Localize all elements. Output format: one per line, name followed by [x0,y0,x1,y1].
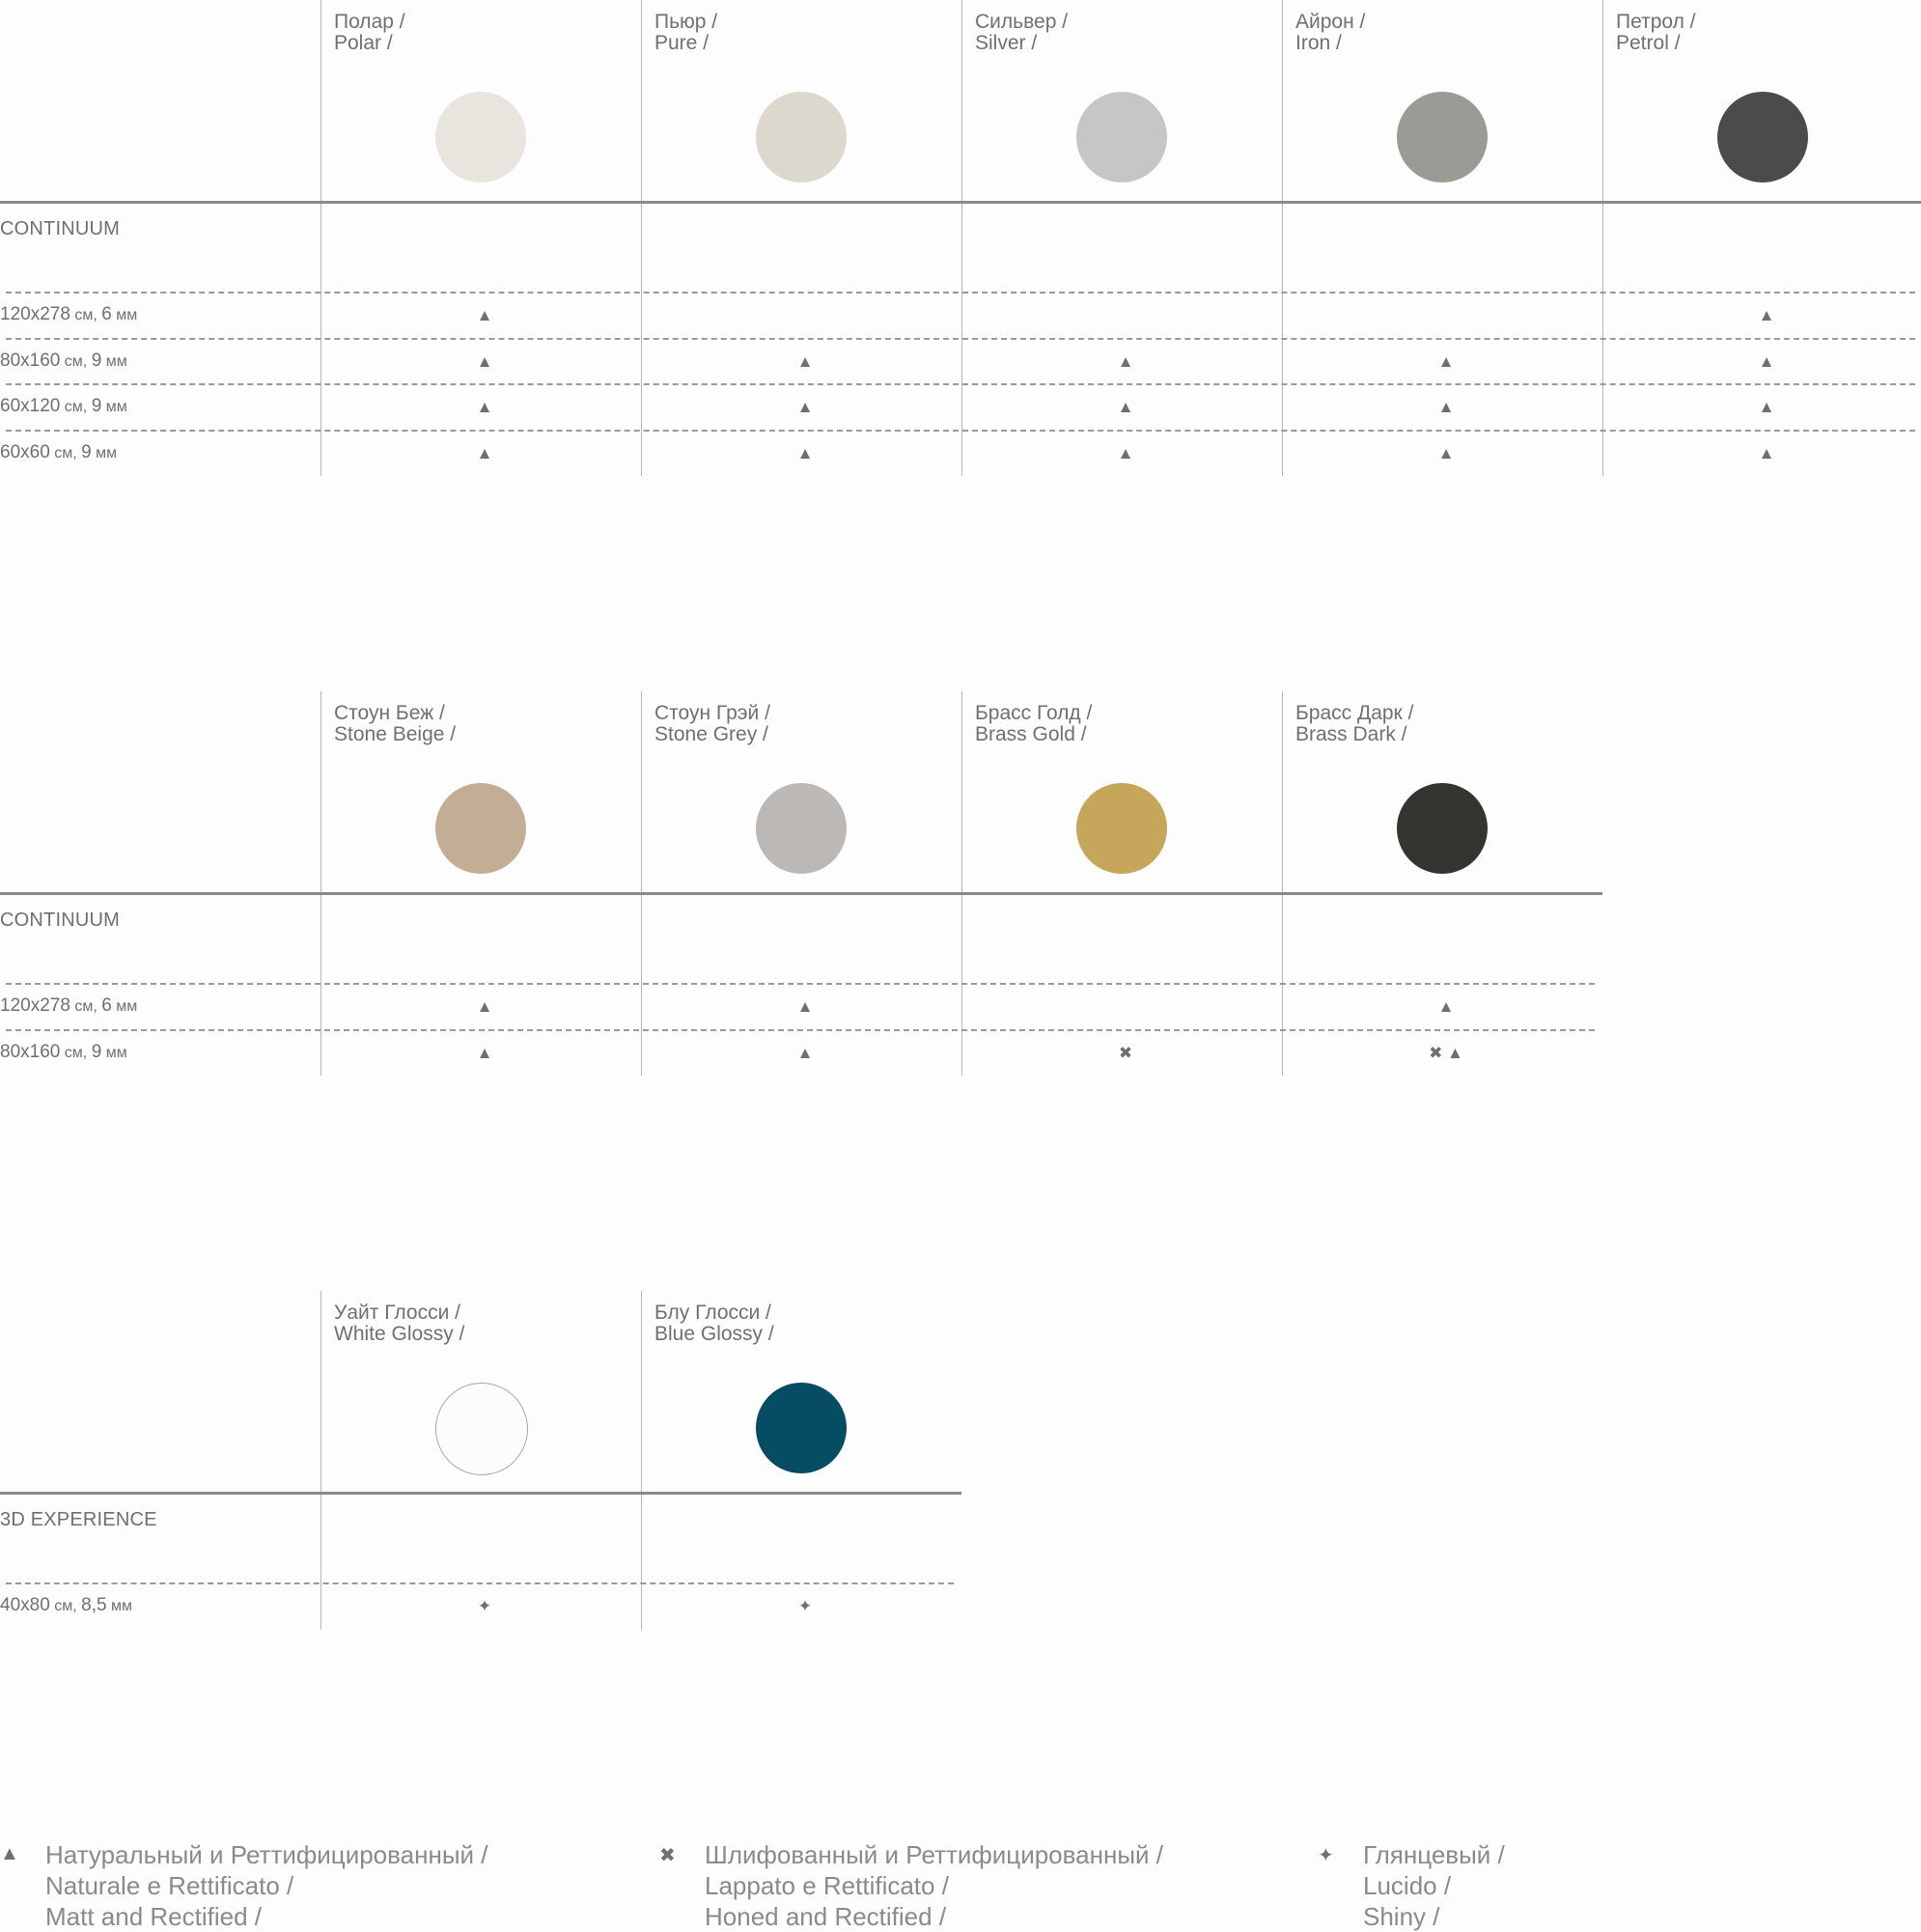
color-column-header [961,0,1282,201]
color-column-header [1282,691,1602,892]
color-name-ru: Петрол / [1616,11,1696,33]
legend-text [1363,1839,1505,1932]
color-name-ru: Пьюр / [654,11,718,33]
size-label [0,304,137,325]
size-label [0,442,117,463]
color-name-ru: Айрон / [1295,11,1366,33]
thickness-unit: мм [101,399,127,415]
legend-line: Matt and Rectified / [45,1902,262,1931]
color-name [334,12,405,54]
finish-mark: ▲ [476,398,493,416]
size-label [0,396,127,417]
size-label [0,1042,127,1063]
color-column-header [320,1291,641,1492]
legend-text [45,1839,488,1932]
finish-mark: ✦ [797,1597,813,1615]
series-name: CONTINUUM [0,218,121,239]
row-divider [6,983,1595,985]
color-name [654,12,717,54]
column-divider [1282,0,1283,476]
size-unit: см, [49,1598,82,1614]
color-name-en: Silver / [975,32,1038,54]
size-label [0,350,127,372]
thickness-unit: мм [101,352,127,370]
header-rule [0,1492,961,1495]
color-name-ru: Брасс Голд / [975,702,1093,724]
color-swatch [435,92,526,182]
finish-mark: ▲ [1437,351,1455,371]
color-swatch [756,1383,847,1473]
column-divider [961,691,962,1076]
thickness-unit: мм [111,307,138,323]
size-value: 60x120 [0,396,61,416]
color-column-header [1282,0,1602,201]
legend-line: Натуральный и Реттифицированный / [45,1840,488,1869]
color-name-ru: Стоун Грэй / [654,702,770,724]
finish-mark: ▲ [1117,398,1134,416]
column-divider [1282,691,1283,1076]
finish-mark: ▲ [796,398,814,416]
finish-mark: ✖ [1118,1043,1133,1062]
column-divider [961,0,962,476]
finish-mark: ▲ [1758,306,1775,324]
size-unit: см, [49,444,82,462]
finish-mark: ▲ [476,1043,493,1062]
finish-mark: ✖ ▲ [1429,1043,1463,1062]
thickness-value: 9 [91,396,102,416]
color-name-en: Polar / [334,32,393,54]
row-divider [6,292,1915,294]
color-column-header [320,0,641,201]
color-name-en: Brass Gold / [975,723,1087,745]
finish-mark: ▲ [1437,398,1455,416]
legend-line: Глянцевый / [1363,1840,1505,1869]
color-column-header [1602,0,1921,201]
column-divider [320,0,321,476]
legend-line: Shiny / [1363,1902,1440,1931]
color-swatch [1076,92,1167,182]
color-swatch [1076,783,1167,874]
row-divider [6,430,1915,432]
color-name-en: Brass Dark / [1295,723,1407,745]
color-name [1295,12,1365,54]
legend-text [705,1839,1163,1932]
color-column-header [320,691,641,892]
size-value: 120x278 [0,304,70,324]
thickness-value: 6 [101,995,112,1016]
column-divider [320,691,321,1076]
color-name [334,1302,464,1345]
finish-mark: ▲ [1117,351,1134,371]
size-value: 80x160 [0,1041,61,1062]
color-name [1616,12,1696,54]
color-swatch [1717,92,1808,182]
finish-mark: ▲ [1758,398,1775,416]
row-divider [6,338,1915,340]
size-unit: см, [60,352,92,370]
legend-symbol: ✖ [659,1845,676,1866]
color-column-header [961,691,1282,892]
color-name-en: Stone Beige / [334,723,457,745]
color-column-header [641,691,961,892]
row-divider [6,1029,1595,1031]
thickness-value: 9 [81,441,92,462]
series-name: 3D EXPERIENCE [0,1509,157,1530]
color-name [654,1302,774,1345]
finish-mark: ▲ [1437,997,1455,1016]
color-name [1295,703,1413,745]
color-swatch [1397,92,1488,182]
size-unit: см, [60,399,92,415]
color-name-en: Petrol / [1616,32,1681,54]
thickness-value: 9 [91,350,102,371]
finish-mark: ▲ [1758,443,1775,462]
column-divider [641,1291,642,1630]
color-name-ru: Сильвер / [975,11,1069,33]
color-name-en: Pure / [654,32,710,54]
column-divider [1602,0,1603,476]
row-divider [6,1582,954,1584]
finish-mark: ✦ [477,1597,492,1615]
color-swatch [435,1383,528,1475]
finish-mark: ▲ [796,351,814,371]
finish-mark: ▲ [796,1043,814,1062]
size-unit: см, [70,307,102,323]
legend-symbol: ✦ [1318,1845,1334,1866]
color-name-ru: Уайт Глосси / [334,1302,460,1324]
row-divider [6,383,1915,385]
column-divider [641,691,642,1076]
legend-line: Lucido / [1363,1871,1452,1900]
header-rule [0,892,1602,895]
series-name: CONTINUUM [0,910,121,931]
color-name [975,12,1068,54]
header-rule [0,201,1921,204]
legend-symbol: ▲ [0,1843,19,1864]
size-unit: см, [70,998,102,1015]
color-name-en: Stone Grey / [654,723,768,745]
finish-mark: ▲ [796,443,814,462]
color-name-ru: Блу Глосси / [654,1302,771,1324]
size-value: 120x278 [0,995,70,1016]
thickness-unit: мм [91,444,118,462]
thickness-value: 6 [101,304,112,324]
finish-mark: ▲ [1437,443,1455,462]
finish-mark: ▲ [796,997,814,1016]
size-unit: см, [60,1044,92,1061]
legend-line: Lappato e Rettificato / [705,1871,949,1900]
color-name-en: White Glossy / [334,1323,465,1345]
color-swatch [756,783,847,874]
size-value: 40x80 [0,1595,50,1615]
size-value: 60x60 [0,441,50,462]
color-column-header [641,1291,961,1492]
legend-line: Honed and Rectified / [705,1902,947,1931]
size-value: 80x160 [0,350,61,371]
finish-mark: ▲ [476,351,493,371]
color-name-en: Blue Glossy / [654,1323,774,1345]
thickness-value: 9 [91,1041,102,1062]
color-swatch [435,783,526,874]
column-divider [320,1291,321,1630]
finish-mark: ▲ [476,997,493,1016]
color-swatch [756,92,847,182]
color-column-header [641,0,961,201]
thickness-unit: мм [101,1044,127,1061]
color-name [654,703,770,745]
finish-mark: ▲ [476,443,493,462]
color-name-ru: Стоун Беж / [334,702,445,724]
color-name [975,703,1092,745]
legend-line: Шлифованный и Реттифицированный / [705,1840,1163,1869]
thickness-unit: мм [111,998,138,1015]
color-name-en: Iron / [1295,32,1342,54]
finish-mark: ▲ [1117,443,1134,462]
color-swatch [1397,783,1488,874]
size-label [0,1595,132,1616]
finish-mark: ▲ [476,306,493,324]
color-name [334,703,456,745]
legend-line: Naturale e Rettificato / [45,1871,294,1900]
thickness-unit: мм [106,1598,132,1614]
color-name-ru: Брасс Дарк / [1295,702,1414,724]
column-divider [641,0,642,476]
color-name-ru: Полар / [334,11,405,33]
thickness-value: 8,5 [81,1595,107,1615]
finish-mark: ▲ [1758,351,1775,371]
size-label [0,995,137,1017]
